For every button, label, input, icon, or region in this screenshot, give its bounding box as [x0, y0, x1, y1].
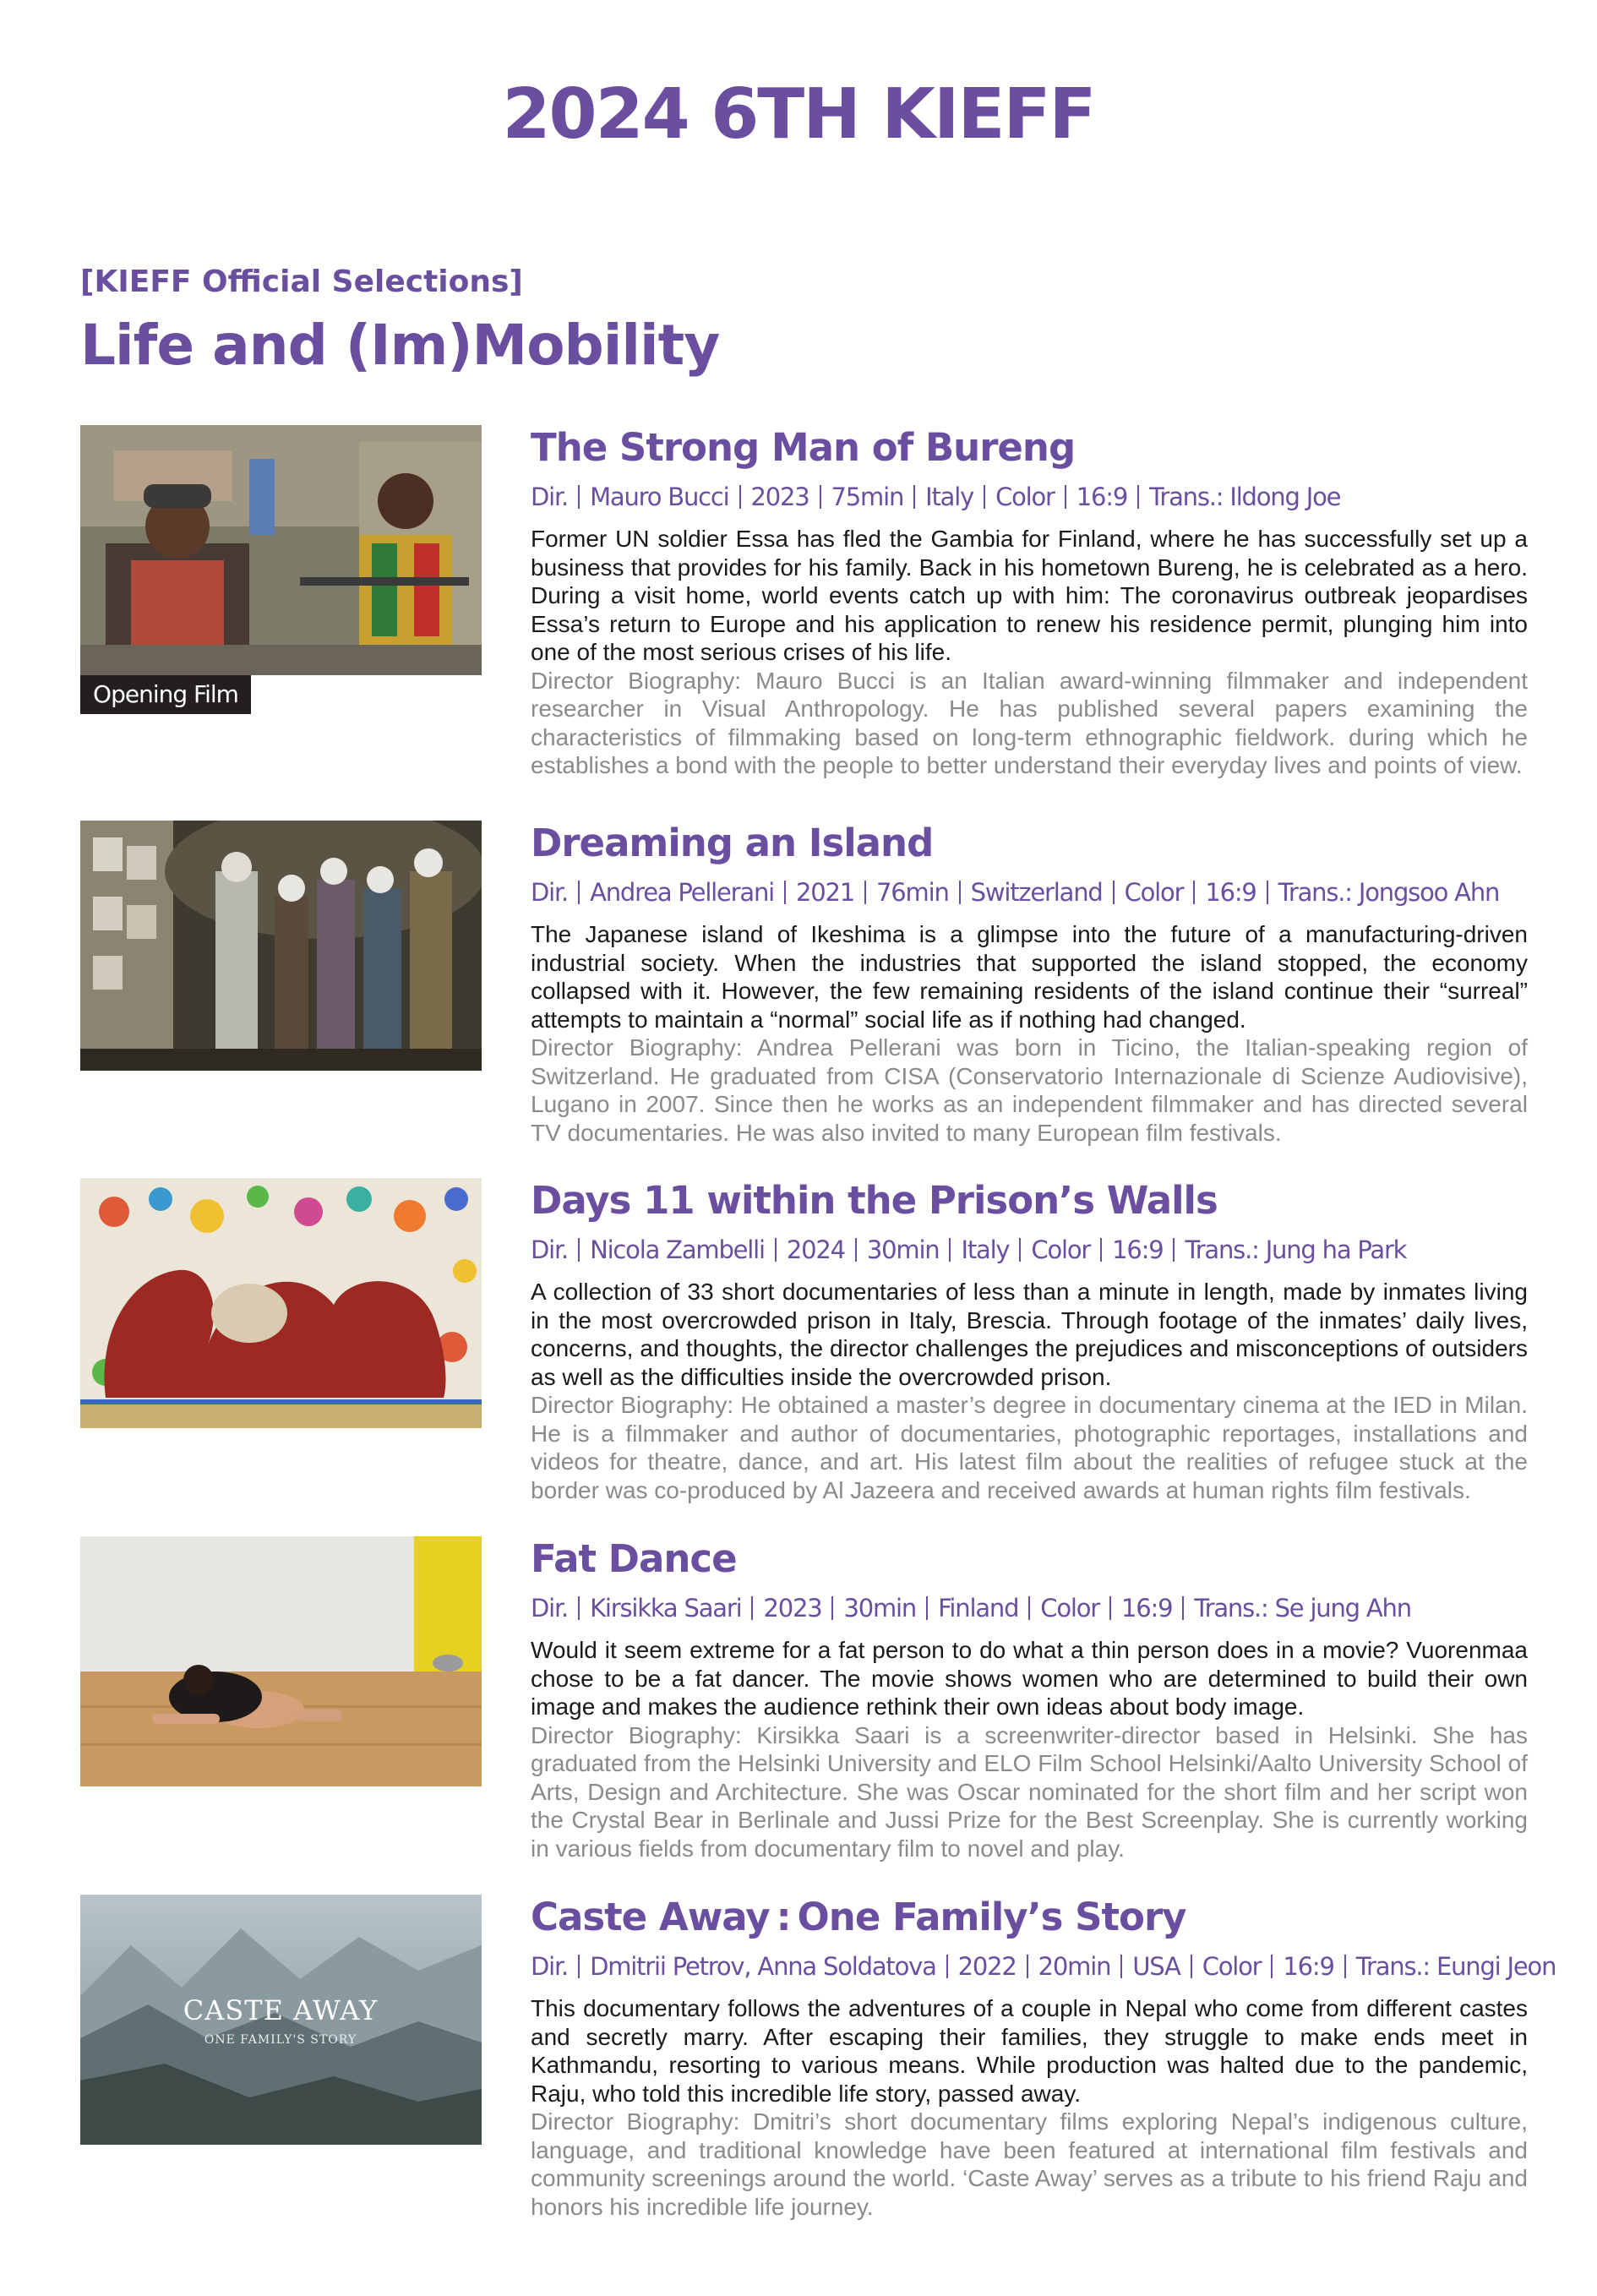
- film-synopsis: Former UN soldier Essa has fled the Gambia for Finland, where he has successfully set up a business that provides for his family. Back in his hometown Bureng, he is celebrated as a hero. During a visit home, world events catch up with him: The coronavirus outbreak jeopardises Essa’s return to Europe and his application to renew his residence permit, plunging him into one of the most serious crises of his life.: [531, 526, 1528, 665]
- separator: [949, 1238, 951, 1262]
- separator: [1344, 1955, 1346, 1978]
- meta-director: Nicola Zambelli: [590, 1235, 765, 1264]
- page-title: 2024 6TH KIEFF: [502, 74, 1095, 155]
- meta-director: Dmitrii Petrov, Anna Soldatova: [590, 1952, 936, 1981]
- film-meta: [531, 876, 1528, 908]
- meta-dir-label: Dir.: [531, 483, 569, 511]
- separator: [751, 1596, 753, 1620]
- separator: [1019, 1238, 1021, 1262]
- film-still-image: [80, 425, 482, 675]
- separator: [578, 1955, 580, 1978]
- meta-ratio: 16:9: [1283, 1952, 1334, 1981]
- meta-runtime: 20min: [1038, 1952, 1111, 1981]
- meta-runtime: 30min: [866, 1235, 940, 1264]
- director-biography: Director Biography: He obtained a master’s degree in documentary cinema at the IED in Milan. He is a filmmaker and author of documentaries, photographic reportages, installations and videos for theatre, dance, and art. His latest film about the realities of refugee stuck at the border was co-produced by Al Jazeera and received awards at human rights film festivals.: [531, 1392, 1528, 1503]
- meta-translator: Trans.: Ildong Joe: [1149, 483, 1341, 511]
- meta-year: 2021: [796, 878, 855, 907]
- separator: [1193, 881, 1195, 904]
- director-biography: Director Biography: Dmitri’s short documentary films exploring Nepal’s indigenous culture, language, and traditional knowledge have been featured at international film festivals and community screenings around the world. ‘Caste Away’ serves as a tribute to his friend Raju and honors his incredible life journey.: [531, 2108, 1528, 2220]
- meta-year: 2023: [763, 1594, 822, 1622]
- separator: [578, 881, 580, 904]
- meta-director: Andrea Pellerani: [590, 878, 775, 907]
- meta-runtime: 75min: [831, 483, 904, 511]
- section-title: Life and (Im)Mobility: [80, 313, 720, 378]
- film-title: Days 11 within the Prison’s Walls: [531, 1178, 1218, 1223]
- meta-dir-label: Dir.: [531, 1594, 569, 1622]
- meta-dir-label: Dir.: [531, 1235, 569, 1264]
- poster-subtitle: ONE FAMILY'S STORY: [204, 2033, 357, 2047]
- film-meta: [531, 481, 1528, 513]
- separator: [1109, 1596, 1111, 1620]
- separator: [1137, 485, 1139, 509]
- meta-year: 2024: [786, 1235, 845, 1264]
- film-meta: [531, 1234, 1528, 1266]
- opening-film-badge: Opening Film: [80, 675, 251, 714]
- separator: [855, 1238, 857, 1262]
- meta-translator: Trans.: Jung ha Park: [1185, 1235, 1407, 1264]
- director-biography: Director Biography: Kirsikka Saari is a screenwriter-director based in Helsinki. She has graduated from the Helsinki University and ELO Film School Helsinki/Aalto University School of Arts, Design and Architecture. She was Oscar nominated for the short film and her script won the Crystal Bear in Berlinale and Jussi Prize for the Best Screenplay. She is currently working in various fields from documentary film to novel and play.: [531, 1721, 1528, 1862]
- meta-year: 2023: [750, 483, 809, 511]
- separator: [1173, 1238, 1175, 1262]
- separator: [739, 485, 741, 509]
- meta-runtime: 76min: [876, 878, 949, 907]
- film-synopsis: A collection of 33 short documentaries of less than a minute in length, made by inmates living in the most overcrowded prison in Italy, Brescia. Through footage of the inmates’ daily lives, concerns, and thoughts, the director challenges the prejudices and misconceptions of outsiders as well as the difficulties inside the overcrowded prison.: [531, 1279, 1528, 1390]
- separator: [820, 485, 821, 509]
- separator: [913, 485, 915, 509]
- film-title: Caste Away : One Family’s Story: [531, 1895, 1186, 1939]
- film-title: Dreaming an Island: [531, 821, 934, 865]
- separator: [578, 485, 580, 509]
- separator: [926, 1596, 928, 1620]
- separator: [775, 1238, 777, 1262]
- film-synopsis: This documentary follows the adventures of a couple in Nepal who come from different castes and secretly marry. After escaping their families, they struggle to make ends meet in Kathmandu, resorting to various means. While production was halted due to the pandemic, Raju, who told this incredible life story, passed away.: [531, 1995, 1528, 2107]
- film-synopsis: Would it seem extreme for a fat person to do what a thin person does in a movie? Vuorenmaa chose to be a fat dancer. The movie shows women who are determined to build their own image and makes the audience rethink their own ideas about body image.: [531, 1637, 1528, 1720]
- separator: [1120, 1955, 1122, 1978]
- meta-color: Color: [1202, 1952, 1262, 1981]
- separator: [984, 485, 985, 509]
- separator: [1267, 881, 1268, 904]
- film-still-image: [80, 1536, 482, 1786]
- meta-ratio: 16:9: [1121, 1594, 1173, 1622]
- film-meta: [531, 1950, 1556, 1982]
- meta-translator: Trans.: Se jung Ahn: [1194, 1594, 1411, 1622]
- separator: [831, 1596, 833, 1620]
- separator: [946, 1955, 948, 1978]
- separator: [1100, 1238, 1102, 1262]
- meta-ratio: 16:9: [1112, 1235, 1164, 1264]
- separator: [1191, 1955, 1192, 1978]
- director-biography: Director Biography: Andrea Pellerani was born in Ticino, the Italian-speaking region of Switzerland. He graduated from CISA (Conservatorio Internazionale di Scienze Audiovisive), Lugano in 2007. Since then he works as an independent filmmaker and has directed several TV documentaries. He was also invited to many European film festivals.: [531, 1034, 1528, 1146]
- meta-year: 2022: [957, 1952, 1017, 1981]
- separator: [578, 1238, 580, 1262]
- meta-country: Italy: [925, 483, 974, 511]
- separator: [959, 881, 961, 904]
- separator: [1028, 1596, 1030, 1620]
- film-meta: [531, 1592, 1528, 1624]
- meta-country: Switzerland: [970, 878, 1103, 907]
- meta-runtime: 30min: [843, 1594, 917, 1622]
- section-label: [KIEFF Official Selections]: [80, 265, 523, 299]
- meta-color: Color: [1031, 1235, 1091, 1264]
- meta-dir-label: Dir.: [531, 1952, 569, 1981]
- film-poster-image: [80, 1895, 482, 2145]
- poster-title: CASTE AWAY: [183, 1994, 379, 2026]
- meta-dir-label: Dir.: [531, 878, 569, 907]
- film-still-image: [80, 821, 482, 1071]
- separator: [578, 1596, 580, 1620]
- separator: [1065, 485, 1066, 509]
- meta-ratio: 16:9: [1205, 878, 1256, 907]
- meta-country: USA: [1132, 1952, 1180, 1981]
- director-biography: Director Biography: Mauro Bucci is an Italian award-winning filmmaker and independent researcher in Visual Anthropology. He has published several papers examining the characteristics of filmmaking based on long-term ethnographic fieldwork. during which he establishes a bond with the people to better understand their everyday lives and points of view.: [531, 667, 1528, 778]
- meta-color: Color: [995, 483, 1055, 511]
- meta-director: Mauro Bucci: [590, 483, 729, 511]
- separator: [864, 881, 866, 904]
- film-still-image: [80, 1178, 482, 1428]
- separator: [784, 881, 786, 904]
- meta-country: Italy: [961, 1235, 1010, 1264]
- separator: [1113, 881, 1115, 904]
- meta-director: Kirsikka Saari: [590, 1594, 742, 1622]
- meta-translator: Trans.: Eungi Jeon: [1355, 1952, 1556, 1981]
- meta-color: Color: [1124, 878, 1184, 907]
- separator: [1182, 1596, 1184, 1620]
- meta-country: Finland: [938, 1594, 1019, 1622]
- meta-color: Color: [1040, 1594, 1100, 1622]
- film-title: Fat Dance: [531, 1536, 737, 1581]
- meta-translator: Trans.: Jongsoo Ahn: [1278, 878, 1500, 907]
- separator: [1271, 1955, 1273, 1978]
- film-synopsis: The Japanese island of Ikeshima is a glimpse into the future of a manufacturing-driven industrial society. When the industries that supported the island stopped, the economy collapsed with it. However, the few remaining residents of the island continue their “surreal” attempts to maintain a “normal” social life as if nothing had changed.: [531, 921, 1528, 1033]
- meta-ratio: 16:9: [1076, 483, 1128, 511]
- film-title: The Strong Man of Bureng: [531, 425, 1076, 470]
- separator: [1027, 1955, 1028, 1978]
